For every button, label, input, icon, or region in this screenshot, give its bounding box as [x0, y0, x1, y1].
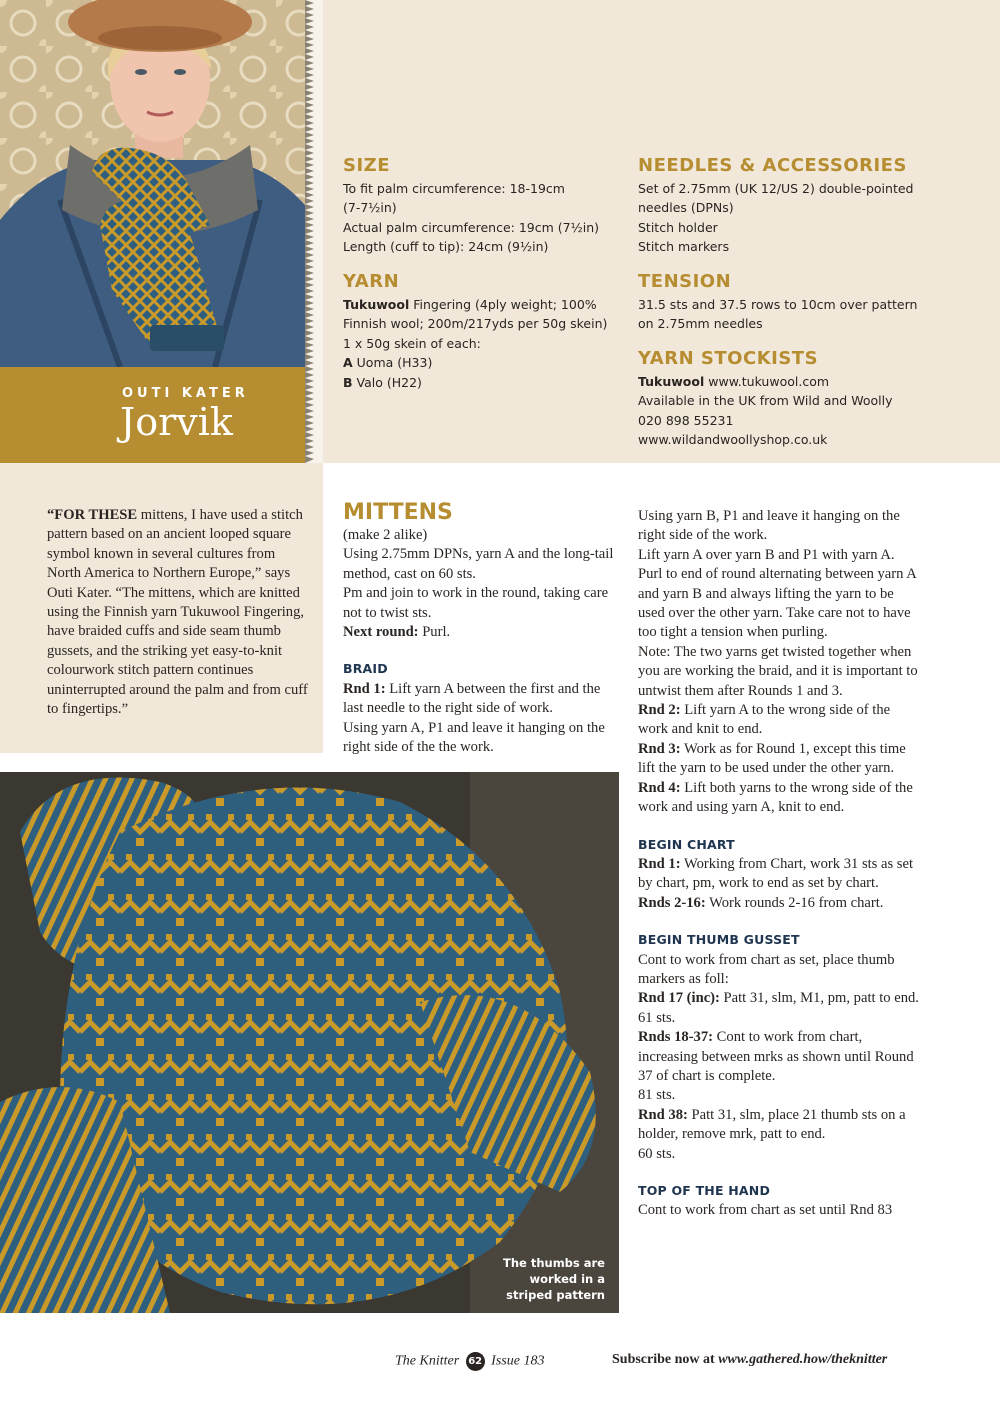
size-line: Length (cuff to tip): 24cm (9½in)	[343, 239, 549, 255]
chart-round-1: Rnd 1: Working from Chart, work 31 sts as set by chart, pm, work to end as set by chart.	[638, 855, 914, 892]
needles-line: needles (DPNs)	[638, 200, 734, 216]
subscribe-text: Subscribe now at	[612, 1352, 715, 1367]
size-section	[343, 155, 633, 257]
needles-heading: NEEDLES & ACCESSORIES	[638, 155, 907, 176]
model-photo	[0, 0, 323, 367]
needles-line: Stitch markers	[638, 239, 730, 255]
pattern-title: Jorvik	[120, 400, 233, 444]
stockist-phone: 020 898 55231	[638, 412, 734, 428]
stockists-section	[638, 348, 938, 450]
yarn-line: Tukuwool Fingering (4ply weight; 100%	[343, 297, 597, 312]
yarn-section	[343, 271, 633, 392]
tension-heading: TENSION	[638, 271, 732, 292]
page-number: 62	[466, 1352, 485, 1371]
braid-round-3: Rnd 3: Work as for Round 1, except this time lift the yarn to be used under the other yarn.	[638, 740, 906, 777]
needles-line: Set of 2.75mm (UK 12/US 2) double-pointed	[638, 181, 914, 196]
braid-round-1-continued: Using yarn A, P1 and leave it hanging on the right side of the the work.	[343, 719, 605, 756]
needles-section	[638, 155, 938, 257]
yarn-line: Finnish wool; 200m/217yds per 50g skein)	[343, 316, 608, 332]
instruction-text: Lift yarn A over yarn B and P1 with yarn A. Purl to end of round alternating between yarn A and yarn B and always lifting the yarn to be used over the other yarn. Take care not to have too tight a tension when purling.	[638, 546, 917, 641]
intro-quote: “FOR THESE mittens, I have used a stitch pattern based on an ancient looped square symbol known in several cultures from North America to Northern Europe,” says Outi Kater. “The mittens, which are knitted using the Finnish yarn Tukuwool Fingering, have braided cuffs and side seam thumb gussets, and the striking yet easy-to-knit colourwork stitch pattern continues uninterrupted around the palm and from cuff to fingertips.”	[47, 507, 308, 718]
chart-rounds-2-16: Rnds 2-16: Work rounds 2-16 from chart.	[638, 894, 884, 911]
gusset-intro: Cont to work from chart as set, place thumb markers as foll:	[638, 951, 895, 987]
page-edge-decoration	[305, 0, 323, 463]
stitch-count: 81 sts.	[638, 1087, 676, 1104]
chart-heading: BEGIN CHART	[638, 836, 735, 852]
braid-round-4: Rnd 4: Lift both yarns to the wrong side of the work and using yarn A, knit to end.	[638, 779, 913, 816]
size-line: (7-7½in)	[343, 200, 397, 216]
yarn-colour-b: B Valo (H22)	[343, 374, 422, 390]
stockist-line: Tukuwool www.tukuwool.com	[638, 374, 830, 389]
braid-round-1: Rnd 1: Lift yarn A between the first and the last needle to the right side of work.	[343, 680, 601, 717]
tension-line: on 2.75mm needles	[638, 316, 763, 332]
braid-round-2: Rnd 2: Lift yarn A to the wrong side of the work and knit to end.	[638, 702, 891, 738]
size-line: To fit palm circumference: 18-19cm	[343, 181, 565, 196]
instruction-text: Using yarn B, P1 and leave it hanging on the right side of the work.	[638, 508, 900, 544]
gusset-round-38: Rnd 38: Patt 31, slm, place 21 thumb sts on a holder, remove mrk, patt to end.	[638, 1106, 906, 1143]
needles-line: Stitch holder	[638, 219, 718, 235]
braid-heading: BRAID	[343, 661, 388, 677]
yarn-line: 1 x 50g skein of each:	[343, 335, 481, 351]
footer-subscribe	[612, 1352, 887, 1368]
magazine-name: The Knitter	[395, 1353, 460, 1369]
mittens-heading: MITTENS	[343, 500, 453, 525]
join-text: Pm and join to work in the round, taking care not to twist sts.	[343, 585, 609, 621]
mittens-photo	[0, 772, 619, 1313]
stitch-count: 60 sts.	[638, 1145, 676, 1162]
stockists-heading: YARN STOCKISTS	[638, 348, 819, 369]
stitch-count: 61 sts.	[638, 1009, 676, 1026]
yarn-brand: Tukuwool	[343, 297, 410, 312]
tension-line: 31.5 sts and 37.5 rows to 10cm over pattern	[638, 297, 918, 312]
mittens-column	[343, 500, 623, 757]
gusset-round-17: Rnd 17 (inc): Patt 31, slm, M1, pm, patt to end.	[638, 990, 919, 1007]
photo-caption: The thumbs are worked in a striped pattern	[502, 1256, 605, 1302]
make-note: (make 2 alike)	[343, 527, 428, 543]
yarn-colour-a: A Uoma (H33)	[343, 355, 433, 371]
footer-issue	[395, 1352, 544, 1371]
yarn-heading: YARN	[343, 271, 400, 292]
stockist-line: Available in the UK from Wild and Woolly	[638, 393, 893, 409]
next-round-text: Next round: Purl.	[343, 624, 451, 641]
size-heading: SIZE	[343, 155, 391, 176]
braid-note: Note: The two yarns get twisted together when you are working the braid, and it is important to untwist them after Rounds 1 and 3.	[638, 643, 918, 699]
size-line: Actual palm circumference: 19cm (7½in)	[343, 219, 599, 235]
gusset-rounds-18-37: Rnds 18-37: Cont to work from chart, increasing between mrks as shown until Round 37 of chart is complete.	[638, 1029, 914, 1084]
top-of-hand-text: Cont to work from chart as set until Rnd 83	[638, 1202, 893, 1219]
top-of-hand-heading: TOP OF THE HAND	[638, 1183, 771, 1198]
stockist-url: www.wildandwoollyshop.co.uk	[638, 432, 828, 448]
subscribe-link[interactable]: www.gathered.how/theknitter	[718, 1352, 888, 1367]
gusset-heading: BEGIN THUMB GUSSET	[638, 932, 800, 948]
issue-number: Issue 183	[491, 1353, 545, 1369]
tension-section	[638, 271, 938, 334]
instructions-column	[638, 507, 920, 1221]
cast-on-text: Using 2.75mm DPNs, yarn A and the long-tail method, cast on 60 sts.	[343, 546, 614, 582]
designer-name: OUTI KATER	[122, 386, 249, 401]
